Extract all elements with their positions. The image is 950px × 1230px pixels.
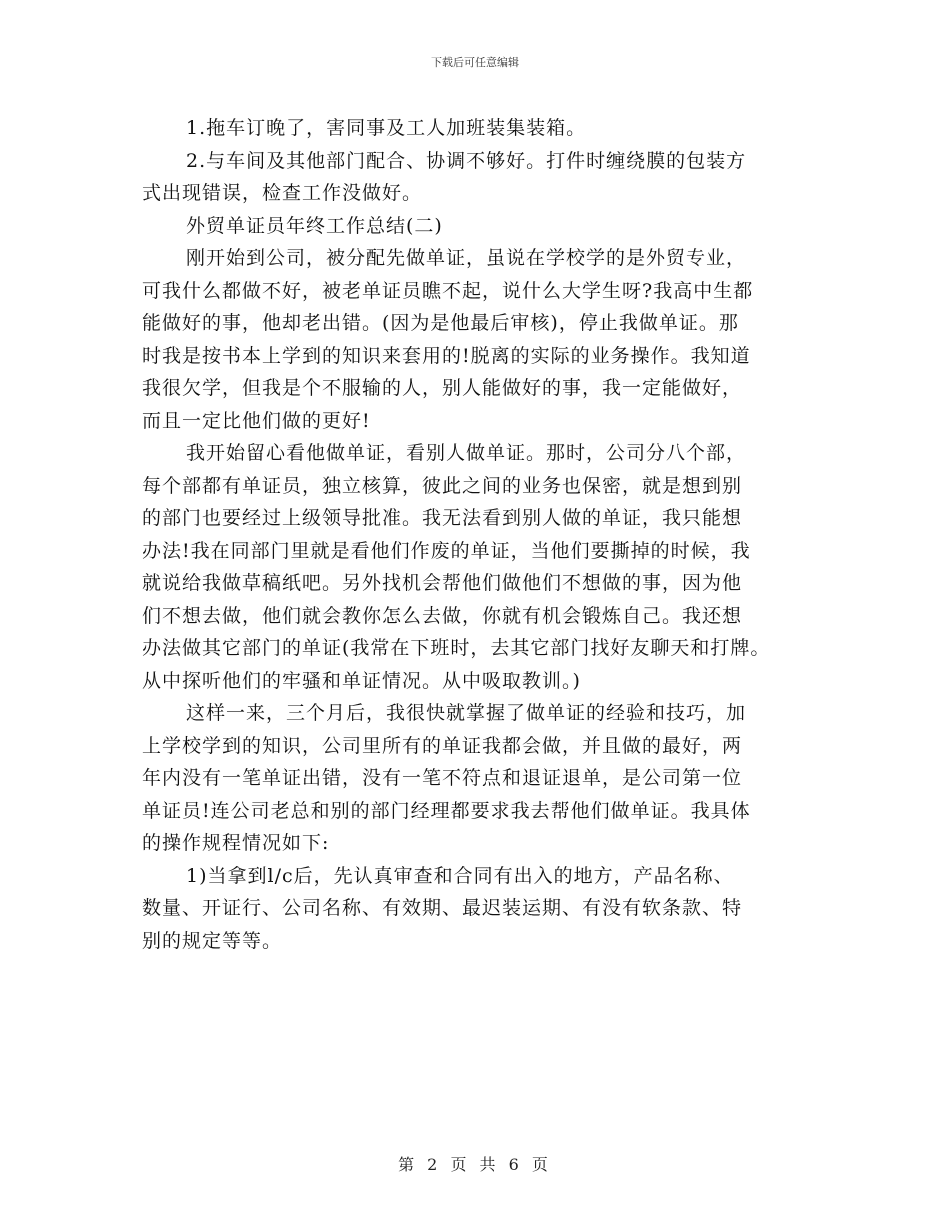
page-footer: 第 2 页 共 6 页	[398, 1155, 552, 1174]
text-line: 刚开始到公司，被分配先做单证，虽说在学校学的是外贸专业，	[186, 247, 747, 269]
text-line: 1)当拿到l/c后，先认真审查和合同有出入的地方，产品名称、	[186, 864, 734, 887]
text-line: 而且一定比他们做的更好!	[142, 409, 371, 432]
text-line: 式出现错误，检查工作没做好。	[142, 182, 423, 204]
text-line: 们不想去做，他们就会教你怎么去做，你就有机会锻炼自己。我还想	[142, 604, 743, 627]
document-body	[142, 112, 822, 957]
text-line: 上学校学到的知识，公司里所有的单证我都会做，并且做的最好，两	[142, 734, 743, 757]
text-line: 能做好的事，他却老出错。(因为是他最后审核)，停止我做单证。那	[142, 312, 739, 334]
text-line: 办法做其它部门的单证(我常在下班时，去其它部门找好友聊天和打牌。	[142, 637, 771, 659]
text-line: 时我是按书本上学到的知识来套用的!脱离的实际的业务操作。我知道	[142, 344, 751, 367]
page-header: 下载后可任意编辑	[431, 56, 519, 69]
text-line: 这样一来，三个月后，我很快就掌握了做单证的经验和技巧，加	[186, 702, 747, 724]
text-line: 的部门也要经过上级领导批准。我无法看到别人做的单证，我只能想	[142, 507, 743, 529]
text-line: 可我什么都做不好，被老单证员瞧不起，说什么大学生呀?我高中生都	[142, 279, 754, 302]
text-line: 单证员!连公司老总和别的部门经理都要求我去帮他们做单证。我具体	[142, 799, 751, 822]
text-line: 办法!我在同部门里就是看他们作废的单证，当他们要撕掉的时候，我	[142, 539, 751, 562]
text-line: 1.拖车订晚了，害同事及工人加班装集装箱。	[186, 117, 587, 139]
text-line: 就说给我做草稿纸吧。另外找机会帮他们做他们不想做的事，因为他	[142, 572, 743, 594]
text-line: 别的规定等等。	[142, 929, 283, 952]
text-line: 年内没有一笔单证出错，没有一笔不符点和退证退单，是公司第一位	[142, 767, 743, 789]
text-line: 从中探听他们的牢骚和单证情况。从中吸取教训。)	[142, 669, 581, 692]
text-line: 的操作规程情况如下:	[142, 832, 330, 854]
text-line: 2.与车间及其他部门配合、协调不够好。打件时缠绕膜的包装方	[186, 149, 747, 172]
text-line: 数量、开证行、公司名称、有效期、最迟装运期、有没有软条款、特	[142, 897, 743, 919]
text-line: 外贸单证员年终工作总结(二)	[186, 214, 443, 237]
text-line: 我开始留心看他做单证，看别人做单证。那时，公司分八个部，	[186, 442, 747, 464]
text-line: 我很欠学，但我是个不服输的人，别人能做好的事，我一定能做好，	[142, 377, 743, 399]
text-line: 每个部都有单证员，独立核算，彼此之间的业务也保密，就是想到别	[142, 474, 743, 497]
